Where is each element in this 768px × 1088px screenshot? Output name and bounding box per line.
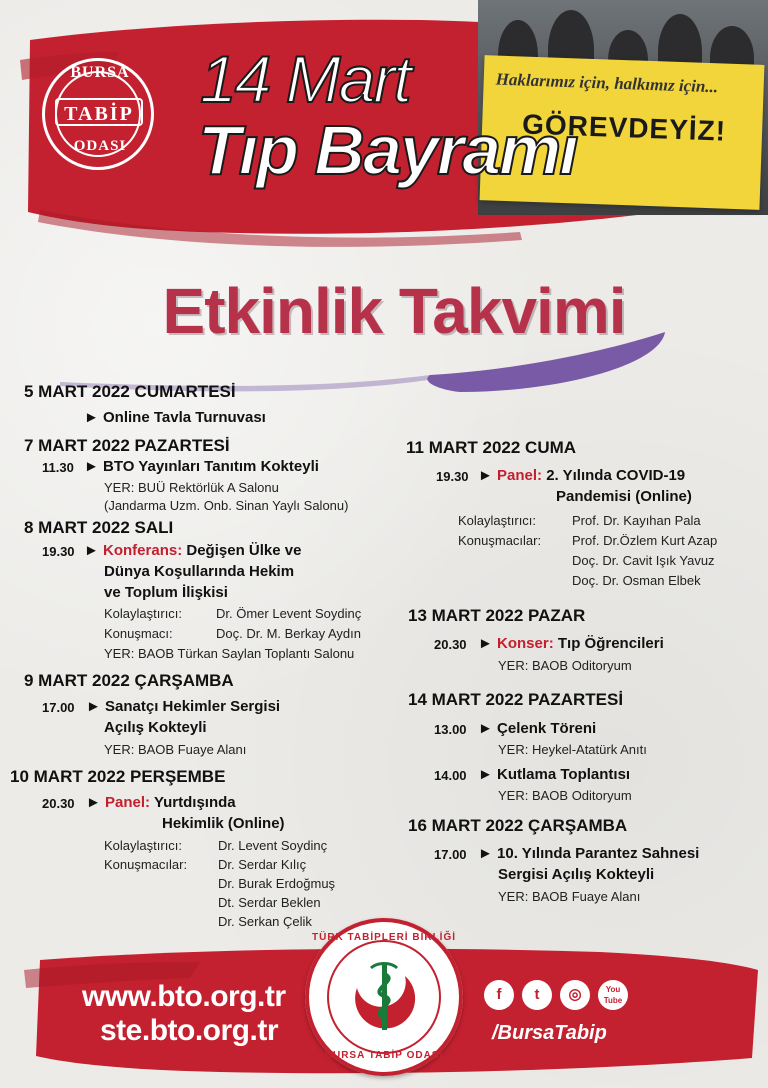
page-heading: Etkinlik Takvimi [162, 275, 626, 347]
event-time: 20.30 [434, 637, 467, 652]
role-name: Doç. Dr. M. Berkay Aydın [216, 626, 361, 641]
event-location: YER: BAOB Türkan Saylan Toplantı Salonu [104, 646, 355, 661]
event-time: 19.30 [436, 469, 469, 484]
banner-line2: GÖREVDEYİZ! [521, 108, 727, 147]
role-name: Prof. Dr. Kayıhan Pala [572, 513, 701, 528]
youtube-icon[interactable]: You Tube [598, 980, 628, 1010]
day-heading: 5 MART 2022 CUMARTESİ [24, 382, 236, 401]
event-title: ► Çelenk Töreni [478, 720, 597, 737]
banner-line1: Haklarımız için, halkımız için... [495, 69, 719, 97]
social-handle[interactable]: /BursaTabip [492, 1022, 607, 1044]
event-title: Sergisi Açılış Kokteyli [498, 866, 655, 883]
event-title: Hekimlik (Online) [162, 815, 285, 832]
event-title: ve Toplum İlişkisi [104, 584, 228, 601]
event-time: 11.30 [42, 460, 74, 475]
day-heading: 10 MART 2022 PERŞEMBE [10, 767, 226, 786]
ttb-seal [305, 918, 463, 1076]
event-title: Dünya Koşullarında Hekim [104, 563, 295, 580]
role-name: Doç. Dr. Osman Elbek [572, 573, 701, 588]
title-line2: Tıp Bayramı [198, 111, 577, 189]
logo-bottom-text: ODASI [73, 138, 127, 154]
instagram-icon[interactable]: ◎ [560, 980, 590, 1010]
event-location: YER: BAOB Oditoryum [498, 658, 632, 673]
facebook-icon[interactable]: f [484, 980, 514, 1010]
day-heading: 16 MART 2022 ÇARŞAMBA [408, 816, 628, 835]
event-location: YER: BAOB Fuaye Alanı [104, 742, 247, 757]
header-band [0, 0, 768, 250]
event-time: 17.00 [434, 847, 467, 862]
day-heading: 11 MART 2022 CUMA [406, 438, 577, 457]
twitter-icon[interactable]: t [522, 980, 552, 1010]
role-label: Konuşmacılar: [458, 533, 542, 548]
event-title: ► Panel: Yurtdışında [86, 794, 236, 811]
website-link-1[interactable]: www.bto.org.tr [82, 980, 286, 1013]
role-label: Kolaylaştırıcı: [104, 606, 183, 621]
day-heading: 14 MART 2022 PAZARTESİ [408, 690, 624, 709]
logo-mid-text: TABİP [55, 98, 143, 126]
event-location: YER: BAOB Oditoryum [498, 788, 632, 803]
event-location: YER: Heykel-Atatürk Anıtı [498, 742, 647, 757]
title-line1: 14 Mart [200, 42, 410, 116]
event-time: 17.00 [42, 700, 75, 715]
role-label: Konuşmacı: [104, 626, 173, 641]
event-title: ► Konser: Tıp Öğrencileri [478, 635, 664, 652]
event-location: YER: BAOB Fuaye Alanı [498, 889, 641, 904]
event-title: ► Panel: 2. Yılında COVID-19 [478, 467, 686, 484]
day-heading: 8 MART 2022 SALI [24, 518, 174, 537]
role-name: Dr. Burak Erdoğmuş [218, 876, 336, 891]
event-title: ► Online Tavla Turnuvası [84, 409, 266, 426]
event-time: 13.00 [434, 722, 467, 737]
day-heading: 9 MART 2022 ÇARŞAMBA [24, 671, 234, 690]
event-title: ► Kutlama Toplantısı [478, 766, 631, 783]
role-name: Dt. Serdar Beklen [218, 895, 321, 910]
role-name: Prof. Dr.Özlem Kurt Azap [572, 533, 718, 548]
website-link-2[interactable]: ste.bto.org.tr [100, 1014, 278, 1047]
role-label: Konuşmacılar: [104, 857, 188, 872]
day-heading: 13 MART 2022 PAZAR [408, 606, 586, 625]
event-location: YER: BUÜ Rektörlük A Salonu [104, 480, 279, 495]
role-name: Dr. Serdar Kılıç [218, 857, 307, 872]
event-time: 20.30 [42, 796, 75, 811]
event-time: 14.00 [434, 768, 467, 783]
event-title: ► BTO Yayınları Tanıtım Kokteyli [84, 458, 319, 475]
role-name: Dr. Levent Soydinç [218, 838, 328, 853]
seal-top-text: TÜRK TABİPLERİ BİRLİĞİ [311, 932, 457, 943]
seal-bottom-text: BURSA TABİP ODASI [324, 1050, 444, 1061]
role-name: Dr. Ömer Levent Soydinç [216, 606, 362, 621]
day-heading: 7 MART 2022 PAZARTESİ [24, 436, 230, 455]
event-time: 19.30 [42, 544, 75, 559]
event-location: (Jandarma Uzm. Onb. Sinan Yaylı Salonu) [104, 498, 349, 513]
logo-top-text: BURSA [70, 64, 130, 81]
event-title: ► 10. Yılında Parantez Sahnesi [478, 845, 700, 862]
event-title: Açılış Kokteyli [104, 719, 207, 736]
event-title: ► Konferans: Değişen Ülke ve [84, 542, 302, 559]
role-name: Dr. Serkan Çelik [218, 914, 312, 929]
role-label: Kolaylaştırıcı: [458, 513, 537, 528]
event-title: Pandemisi (Online) [556, 488, 692, 505]
role-name: Doç. Dr. Cavit Işık Yavuz [572, 553, 715, 568]
role-label: Kolaylaştırıcı: [104, 838, 183, 853]
event-title: ► Sanatçı Hekimler Sergisi [86, 698, 281, 715]
